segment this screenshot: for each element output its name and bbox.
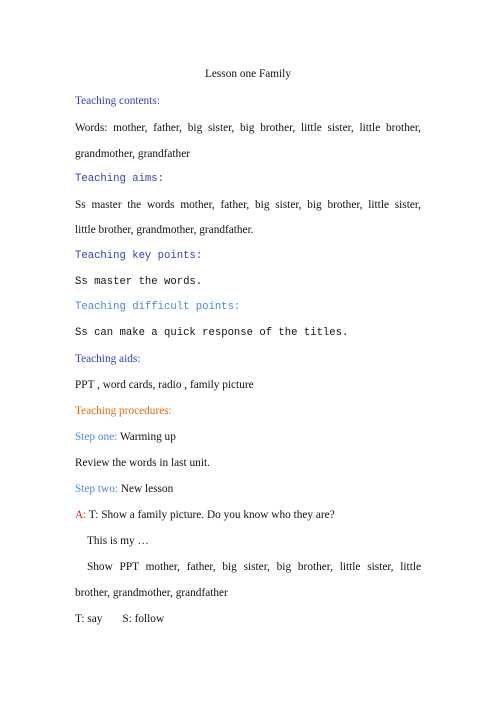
step-one-line	[75, 430, 421, 444]
step-two-line	[75, 482, 421, 496]
key-points-heading: Teaching key points:	[75, 250, 203, 262]
say-follow-line	[75, 612, 421, 626]
teaching-aids-heading: Teaching aids:	[75, 353, 141, 365]
step-one-label: Step one:	[75, 431, 118, 443]
words-line-1: Words: mother, father, big sister, big brother, little sister, little brother,	[75, 122, 421, 134]
teaching-aids-text: PPT , word cards, radio , family picture	[75, 379, 254, 391]
step-one-text: Review the words in last unit.	[75, 457, 210, 469]
difficult-points-heading: Teaching difficult points:	[75, 301, 241, 313]
teaching-contents-heading: Teaching contents:	[75, 95, 160, 107]
students-follow: S: follow	[122, 613, 165, 625]
section-a-label: A:	[75, 509, 87, 521]
show-ppt-line-1: Show PPT mother, father, big sister, big brother, little sister, little	[87, 561, 421, 573]
section-a-line	[75, 508, 421, 522]
aims-line-2: little brother, grandmother, grandfather.	[75, 224, 254, 236]
aims-line-1: Ss master the words mother, father, big sister, big brother, little sister,	[75, 199, 421, 211]
this-is-line: This is my …	[87, 535, 149, 547]
step-one-title: Warming up	[117, 431, 176, 443]
words-line-2: grandmother, grandfather	[75, 148, 190, 160]
teaching-aims-heading: Teaching aims:	[75, 173, 165, 185]
step-two-title: New lesson	[118, 483, 174, 495]
page-title: Lesson one Family	[205, 68, 291, 80]
section-a-text: T: Show a family picture. Do you know who they are?	[86, 509, 335, 521]
teaching-procedures-heading: Teaching procedures:	[75, 405, 172, 417]
show-ppt-line-2: brother, grandmother, grandfather	[75, 587, 228, 599]
key-points-text: Ss master the words.	[75, 276, 203, 288]
step-two-label: Step two:	[75, 483, 118, 495]
difficult-points-text: Ss can make a quick response of the titles.	[75, 327, 349, 339]
teacher-say: T: say	[75, 613, 103, 625]
